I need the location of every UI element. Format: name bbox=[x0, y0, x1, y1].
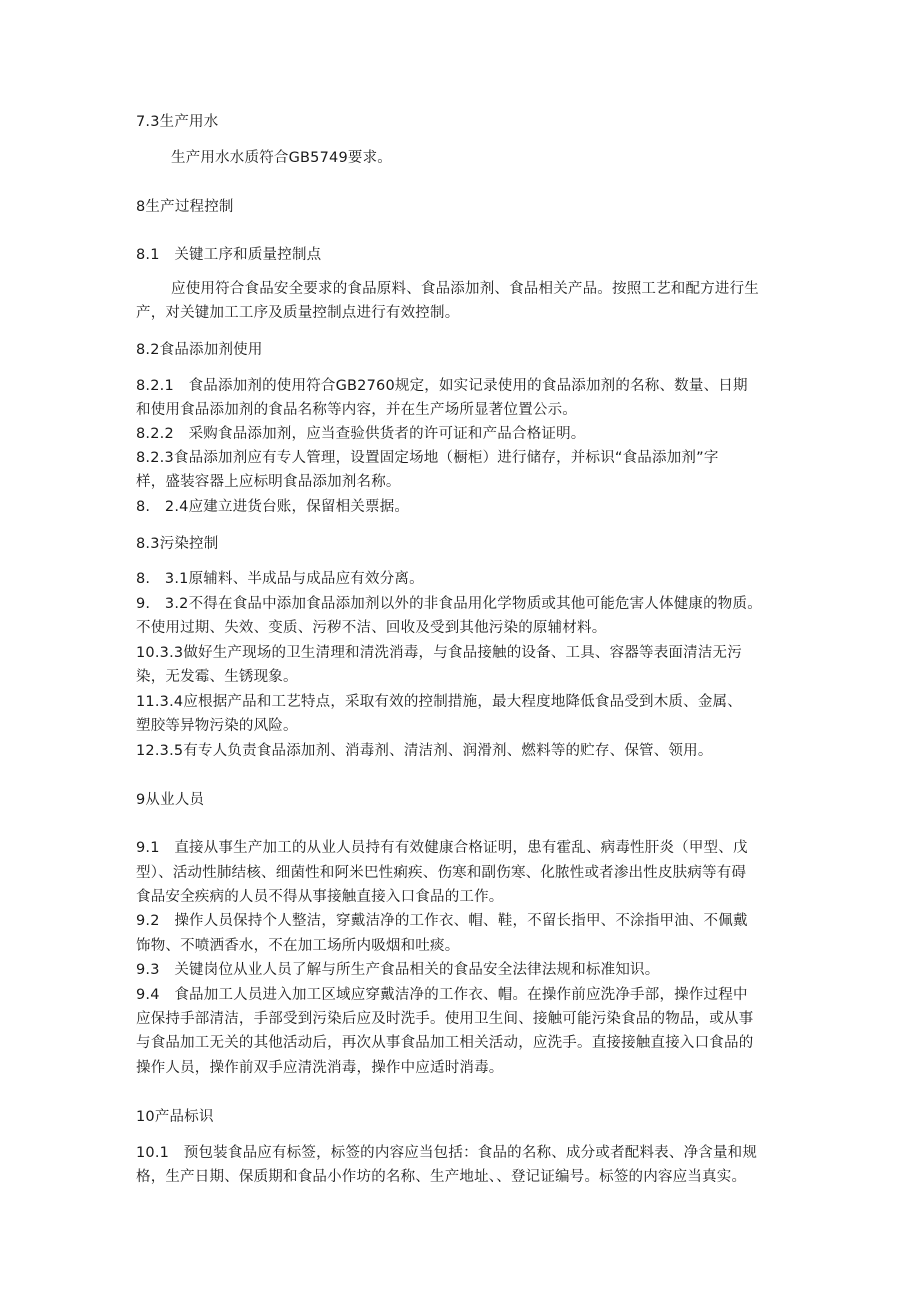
paragraph-line: 应保持手部清洁，手部受到污染后应及时洗手。使用卫生间、接触可能污染食品的物品，或从事 bbox=[136, 1011, 754, 1027]
paragraph-line: 食品安全疾病的人员不得从事接触直接入口食品的工作。 bbox=[136, 889, 504, 905]
clause-8-3-3: 10.3.3做好生产现场的卫生清理和清洗消毒，与食品接触的设备、工具、容器等表面清洁无污 bbox=[136, 645, 742, 661]
clause-8-2-2: 8.2.2 采购食品添加剂，应当查验供货者的许可证和产品合格证明。 bbox=[136, 426, 586, 442]
clause-8-3-4: 11.3.4应根据产品和工艺特点，采取有效的控制措施，最大程度地降低食品受到木质、金属、 bbox=[136, 694, 742, 710]
paragraph-line: 塑胶等异物污染的风险。 bbox=[136, 718, 298, 734]
section-heading-9: 9从业人员 bbox=[136, 792, 205, 808]
clause-8-2-3: 8.2.3食品添加剂应有专人管理，设置固定场地（橱柜）进行储存，并标识“食品添加剂”字 bbox=[136, 450, 719, 466]
clause-9-1: 9.1 直接从事生产加工的从业人员持有有效健康合格证明，患有霍乱、病毒性肝炎（甲型、戊 bbox=[136, 840, 748, 856]
section-heading-8: 8生产过程控制 bbox=[136, 199, 234, 215]
paragraph-line: 不使用过期、失效、变质、污秽不洁、回收及受到其他污染的原辅材料。 bbox=[136, 620, 607, 636]
paragraph-line: 格，生产日期、保质期和食品小作坊的名称、生产地址、、登记证编号。标签的内容应当真实。 bbox=[136, 1169, 747, 1185]
section-heading-8-1: 8.1 关键工序和质量控制点 bbox=[136, 247, 322, 263]
clause-8-3-5: 12.3.5有专人负责食品添加剂、消毒剂、清洁剂、润滑剂、燃料等的贮存、保管、领用。 bbox=[136, 743, 713, 759]
clause-9-4: 9.4 食品加工人员进入加工区域应穿戴洁净的工作衣、帽。在操作前应洗净手部，操作过程中 bbox=[136, 987, 748, 1003]
clause-9-2: 9.2 操作人员保持个人整洁，穿戴洁净的工作衣、帽、鞋，不留长指甲、不涂指甲油、不佩戴 bbox=[136, 913, 748, 929]
clause-10-1: 10.1 预包装食品应有标签，标签的内容应当包括：食品的名称、成分或者配料表、净含量和规 bbox=[136, 1145, 758, 1161]
paragraph-line: 产，对关键加工工序及质量控制点进行有效控制。 bbox=[136, 305, 460, 321]
section-heading-7-3: 7.3生产用水 bbox=[136, 114, 219, 130]
clause-8-3-1: 8. 3.1原辅料、半成品与成品应有效分离。 bbox=[136, 571, 424, 587]
paragraph-line: 操作人员，操作前双手应清洗消毒，操作中应适时消毒。 bbox=[136, 1060, 504, 1076]
clause-8-2-1: 8.2.1 食品添加剂的使用符合GB2760规定，如实记录使用的食品添加剂的名称、数量、日期 bbox=[136, 378, 748, 394]
section-heading-10: 10产品标识 bbox=[136, 1109, 214, 1125]
paragraph-line: 型）、活动性肺结核、细菌性和阿米巴性痢疾、伤寒和副伤寒、化脓性或者渗出性皮肤病等有碍 bbox=[136, 865, 747, 881]
paragraph-line: 和使用食品添加剂的食品名称等内容，并在生产场所显著位置公示。 bbox=[136, 402, 577, 418]
section-heading-8-2: 8.2食品添加剂使用 bbox=[136, 342, 263, 358]
paragraph-line: 与食品加工无关的其他活动后，再次从事食品加工相关活动，应洗手。直接接触直接入口食品的 bbox=[136, 1035, 754, 1051]
paragraph-line: 生产用水水质符合GB5749要求。 bbox=[171, 150, 392, 166]
paragraph-line: 应使用符合食品安全要求的食品原料、食品添加剂、食品相关产品。按照工艺和配方进行生 bbox=[171, 281, 759, 297]
paragraph-line: 染，无发霉、生锈现象。 bbox=[136, 669, 298, 685]
paragraph-line: 饰物、不喷洒香水，不在加工场所内吸烟和吐痰。 bbox=[136, 938, 460, 954]
clause-8-3-2: 9. 3.2不得在食品中添加食品添加剂以外的非食品用化学物质或其他可能危害人体健康的物质。 bbox=[136, 596, 762, 612]
paragraph-line: 样，盛装容器上应标明食品添加剂名称。 bbox=[136, 474, 401, 490]
section-heading-8-3: 8.3污染控制 bbox=[136, 536, 219, 552]
clause-9-3: 9.3 关键岗位从业人员了解与所生产食品相关的食品安全法律法规和标准知识。 bbox=[136, 962, 660, 978]
clause-8-2-4: 8. 2.4应建立进货台账，保留相关票据。 bbox=[136, 499, 410, 515]
